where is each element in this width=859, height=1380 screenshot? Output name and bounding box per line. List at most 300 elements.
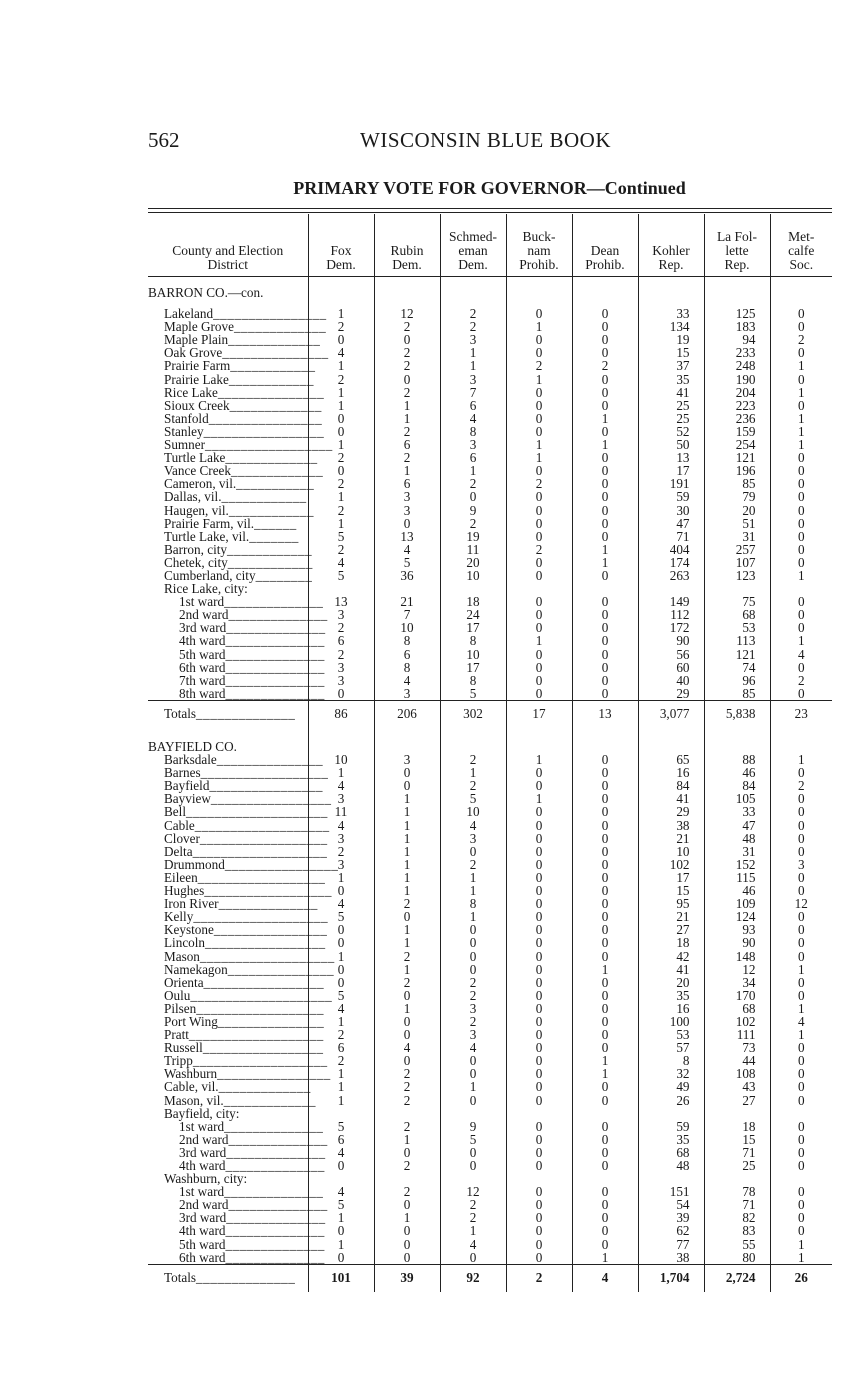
column-header xyxy=(440,214,506,277)
vote-cell: 0 xyxy=(770,543,832,556)
vote-cell: 0 xyxy=(572,1002,638,1015)
vote-cell: 0 xyxy=(374,1238,440,1251)
vote-cell: 1 xyxy=(506,438,572,451)
vote-cell xyxy=(440,1107,506,1120)
vote-cell: 0 xyxy=(572,819,638,832)
vote-cell: 233 xyxy=(704,346,770,359)
vote-cell: 2 xyxy=(506,359,572,372)
vote-cell: 1 xyxy=(770,1002,832,1015)
leader-dots: _______________ xyxy=(217,1013,325,1029)
leader-dots: _____________ xyxy=(223,1092,316,1108)
vote-cell: 0 xyxy=(440,963,506,976)
vote-cell: 0 xyxy=(506,517,572,530)
vote-cell: 0 xyxy=(506,608,572,621)
vote-cell: 1 xyxy=(308,307,374,320)
vote-cell: 35 xyxy=(638,373,704,386)
vote-cell: 109 xyxy=(704,897,770,910)
vote-cell: 0 xyxy=(770,805,832,818)
vote-cell: 0 xyxy=(770,1094,832,1107)
vote-cell: 12 xyxy=(704,963,770,976)
vote-cell: 0 xyxy=(506,1211,572,1224)
vote-cell: 20 xyxy=(704,504,770,517)
vote-cell: 68 xyxy=(704,608,770,621)
district-label: Pilsen xyxy=(164,1000,197,1016)
vote-cell: 0 xyxy=(770,766,832,779)
vote-cell xyxy=(704,582,770,595)
vote-cell: 0 xyxy=(506,687,572,701)
leader-dots: ________________ xyxy=(209,778,323,794)
vote-cell: 0 xyxy=(572,1185,638,1198)
leader-dots: __________________ xyxy=(199,830,328,846)
vote-cell: 59 xyxy=(638,1120,704,1133)
vote-cell: 36 xyxy=(374,569,440,582)
district-label: Tripp xyxy=(164,1053,193,1069)
vote-cell: 0 xyxy=(770,1146,832,1159)
vote-cell: 10 xyxy=(308,753,374,766)
vote-cell: 0 xyxy=(506,832,572,845)
vote-cell: 33 xyxy=(638,307,704,320)
table-row xyxy=(148,1094,832,1107)
district-label: Pratt xyxy=(164,1027,189,1043)
vote-cell: 190 xyxy=(704,373,770,386)
totals-label-cell xyxy=(148,1264,308,1292)
table-row xyxy=(148,569,832,582)
column-header-line: Prohib. xyxy=(519,257,559,272)
vote-cell: 84 xyxy=(704,779,770,792)
vote-cell: 3 xyxy=(440,1002,506,1015)
leader-dots: ______________ xyxy=(225,646,325,662)
vote-cell: 0 xyxy=(506,386,572,399)
vote-cell: 4 xyxy=(374,1041,440,1054)
leader-dots: ____________________ xyxy=(185,804,328,820)
district-label: Maple Grove xyxy=(164,319,234,335)
vote-cell: 6 xyxy=(440,451,506,464)
vote-cell: 0 xyxy=(374,910,440,923)
vote-cell: 48 xyxy=(704,832,770,845)
vote-cell: 6 xyxy=(374,477,440,490)
district-label: 5th ward xyxy=(179,646,226,662)
vote-cell: 0 xyxy=(770,923,832,936)
running-head: WISCONSIN BLUE BOOK xyxy=(360,128,611,152)
leader-dots: _____________ xyxy=(231,463,324,479)
vote-cell: 0 xyxy=(572,845,638,858)
vote-cell: 0 xyxy=(770,1185,832,1198)
vote-cell: 0 xyxy=(770,884,832,897)
vote-cell: 102 xyxy=(704,1015,770,1028)
totals-label: Totals xyxy=(164,1269,197,1285)
vote-cell: 0 xyxy=(506,1067,572,1080)
vote-cell: 124 xyxy=(704,910,770,923)
leader-dots: ______________ xyxy=(226,620,326,636)
leader-dots: _____________ xyxy=(225,450,318,466)
vote-cell: 4 xyxy=(308,556,374,569)
vote-cell: 4 xyxy=(440,412,506,425)
county-heading-label: BAYFIELD CO. xyxy=(148,739,237,754)
vote-cell: 0 xyxy=(374,1015,440,1028)
vote-cell: 0 xyxy=(770,792,832,805)
vote-cell: 5 xyxy=(374,556,440,569)
vote-cell: 1 xyxy=(374,884,440,897)
vote-cell: 2 xyxy=(506,477,572,490)
vote-cell: 1 xyxy=(770,438,832,451)
vote-cell: 1 xyxy=(572,438,638,451)
vote-cell: 25 xyxy=(638,412,704,425)
empty-cell xyxy=(704,277,770,308)
vote-cell: 3 xyxy=(308,674,374,687)
total-cell: 302 xyxy=(440,700,506,728)
vote-cell xyxy=(374,1107,440,1120)
vote-cell: 0 xyxy=(770,910,832,923)
vote-cell: 1 xyxy=(374,792,440,805)
vote-cell: 46 xyxy=(704,884,770,897)
vote-cell: 0 xyxy=(572,753,638,766)
vote-cell: 1 xyxy=(374,832,440,845)
district-label: Barnes xyxy=(164,765,201,781)
vote-cell: 6 xyxy=(308,634,374,647)
district-label: Drummond xyxy=(164,856,225,872)
vote-cell: 25 xyxy=(704,1159,770,1172)
vote-cell: 0 xyxy=(770,373,832,386)
column-header xyxy=(374,214,440,277)
vote-cell: 0 xyxy=(506,504,572,517)
district-label: 3rd ward xyxy=(179,620,227,636)
vote-cell: 16 xyxy=(638,766,704,779)
vote-cell: 0 xyxy=(374,517,440,530)
vote-cell: 0 xyxy=(506,399,572,412)
leader-dots: ______________ xyxy=(196,1269,296,1285)
vote-cell: 0 xyxy=(572,884,638,897)
vote-cell: 1 xyxy=(308,438,374,451)
vote-cell: 1 xyxy=(374,923,440,936)
district-label: 2nd ward xyxy=(179,1131,229,1147)
vote-cell: 0 xyxy=(770,936,832,949)
vote-cell: 8 xyxy=(374,634,440,647)
vote-cell: 107 xyxy=(704,556,770,569)
district-label: Orienta xyxy=(164,974,204,990)
vote-cell: 1 xyxy=(572,1067,638,1080)
vote-cell: 5 xyxy=(308,1120,374,1133)
total-cell: 92 xyxy=(440,1264,506,1292)
vote-cell: 13 xyxy=(308,595,374,608)
district-label: Clover xyxy=(164,830,200,846)
vote-cell: 149 xyxy=(638,595,704,608)
vote-cell: 0 xyxy=(770,1067,832,1080)
district-label: 2nd ward xyxy=(179,607,229,623)
vote-cell: 0 xyxy=(308,464,374,477)
leader-dots: ______________ xyxy=(225,672,325,688)
vote-cell: 4 xyxy=(308,346,374,359)
vote-cell: 0 xyxy=(572,1080,638,1093)
vote-cell: 1 xyxy=(374,1133,440,1146)
leader-dots: _______________ xyxy=(216,752,324,768)
leader-dots: ___________________ xyxy=(192,1053,328,1069)
empty-cell xyxy=(506,277,572,308)
table-row xyxy=(148,1159,832,1172)
vote-cell: 0 xyxy=(572,832,638,845)
vote-cell: 0 xyxy=(770,832,832,845)
vote-cell: 254 xyxy=(704,438,770,451)
leader-dots: __________________ xyxy=(205,437,333,453)
vote-cell: 0 xyxy=(572,464,638,477)
vote-cell: 8 xyxy=(440,425,506,438)
vote-cell: 0 xyxy=(572,1238,638,1251)
vote-cell: 20 xyxy=(638,976,704,989)
vote-cell: 2 xyxy=(440,517,506,530)
vote-cell: 0 xyxy=(770,320,832,333)
total-cell: 101 xyxy=(308,1264,374,1292)
vote-cell: 0 xyxy=(506,530,572,543)
leader-dots: __________________ xyxy=(204,883,332,899)
vote-cell: 60 xyxy=(638,661,704,674)
district-label: Lincoln xyxy=(164,935,206,951)
vote-cell: 0 xyxy=(572,989,638,1002)
column-header-line: calfe xyxy=(788,243,815,258)
district-label: Prairie Lake xyxy=(164,371,229,387)
vote-cell: 9 xyxy=(440,1120,506,1133)
vote-cell: 204 xyxy=(704,386,770,399)
vote-cell: 3 xyxy=(308,608,374,621)
vote-cell: 0 xyxy=(506,464,572,477)
vote-cell: 2 xyxy=(440,1198,506,1211)
vote-cell: 1 xyxy=(770,753,832,766)
vote-cell: 1 xyxy=(374,399,440,412)
vote-cell: 121 xyxy=(704,648,770,661)
vote-cell: 0 xyxy=(308,1224,374,1237)
vote-cell: 8 xyxy=(374,661,440,674)
district-label: Mason xyxy=(164,948,200,964)
vote-cell: 73 xyxy=(704,1041,770,1054)
vote-cell: 0 xyxy=(572,871,638,884)
empty-cell xyxy=(572,277,638,308)
vote-cell: 0 xyxy=(440,936,506,949)
leader-dots: _______ xyxy=(249,528,299,544)
column-header-line: Rubin xyxy=(390,243,424,258)
vote-cell: 0 xyxy=(770,1120,832,1133)
district-label: Sioux Creek xyxy=(164,397,230,413)
vote-cell: 1 xyxy=(440,359,506,372)
vote-cell: 46 xyxy=(704,766,770,779)
empty-cell xyxy=(440,277,506,308)
vote-cell: 37 xyxy=(638,359,704,372)
vote-cell: 42 xyxy=(638,950,704,963)
column-header xyxy=(638,214,704,277)
empty-cell xyxy=(374,277,440,308)
vote-cell: 2 xyxy=(308,477,374,490)
vote-cell: 4 xyxy=(308,1146,374,1159)
vote-cell: 20 xyxy=(440,556,506,569)
vote-cell: 1 xyxy=(374,819,440,832)
vote-cell: 0 xyxy=(572,1211,638,1224)
district-label: Dallas, vil. xyxy=(164,489,222,505)
vote-cell: 0 xyxy=(770,517,832,530)
vote-cell: 21 xyxy=(638,910,704,923)
vote-cell: 3 xyxy=(374,687,440,701)
vote-cell: 0 xyxy=(572,1041,638,1054)
vote-cell: 0 xyxy=(572,674,638,687)
vote-cell: 0 xyxy=(506,766,572,779)
district-label: Washburn xyxy=(164,1066,218,1082)
vote-cell: 0 xyxy=(572,621,638,634)
vote-cell: 33 xyxy=(704,805,770,818)
vote-cell: 0 xyxy=(770,976,832,989)
vote-cell: 10 xyxy=(440,569,506,582)
vote-cell: 9 xyxy=(440,504,506,517)
vote-cell: 4 xyxy=(308,779,374,792)
vote-cell: 108 xyxy=(704,1067,770,1080)
district-label: 1st ward xyxy=(179,1118,225,1134)
vote-cell: 25 xyxy=(638,399,704,412)
vote-cell: 94 xyxy=(704,333,770,346)
vote-cell: 7 xyxy=(374,608,440,621)
column-header-line: District xyxy=(207,257,248,272)
table-title: PRIMARY VOTE FOR GOVERNOR—Continued xyxy=(293,178,686,198)
vote-cell: 2 xyxy=(440,307,506,320)
vote-cell: 248 xyxy=(704,359,770,372)
vote-cell: 0 xyxy=(572,1015,638,1028)
vote-cell: 183 xyxy=(704,320,770,333)
vote-cell: 1 xyxy=(572,963,638,976)
vote-cell: 0 xyxy=(506,1224,572,1237)
district-label: Port Wing xyxy=(164,1013,218,1029)
vote-cell: 0 xyxy=(572,897,638,910)
vote-cell: 65 xyxy=(638,753,704,766)
vote-cell: 4 xyxy=(374,674,440,687)
vote-cell: 112 xyxy=(638,608,704,621)
leader-dots: _________________ xyxy=(210,791,332,807)
column-header-line: nam xyxy=(527,243,551,258)
top-double-rule-1 xyxy=(148,208,832,209)
vote-cell: 0 xyxy=(572,333,638,346)
vote-cell: 0 xyxy=(572,386,638,399)
vote-cell: 0 xyxy=(374,1028,440,1041)
district-label: Bayfield, city: xyxy=(164,1105,240,1121)
vote-cell: 1 xyxy=(770,1028,832,1041)
vote-cell: 1 xyxy=(374,871,440,884)
vote-cell: 1 xyxy=(374,412,440,425)
vote-cell: 105 xyxy=(704,792,770,805)
vote-cell: 1 xyxy=(374,464,440,477)
vote-cell: 1 xyxy=(440,910,506,923)
vote-cell: 1 xyxy=(308,490,374,503)
vote-cell: 113 xyxy=(704,634,770,647)
vote-cell: 38 xyxy=(638,1251,704,1265)
vote-cell: 0 xyxy=(506,1120,572,1133)
vote-cell: 0 xyxy=(506,819,572,832)
vote-cell: 1 xyxy=(440,1080,506,1093)
vote-cell xyxy=(704,1107,770,1120)
vote-cell: 0 xyxy=(506,490,572,503)
vote-cell: 0 xyxy=(506,1198,572,1211)
vote-cell: 0 xyxy=(308,1159,374,1172)
vote-cell: 0 xyxy=(572,976,638,989)
vote-cell: 48 xyxy=(638,1159,704,1172)
empty-cell xyxy=(374,728,440,753)
column-header xyxy=(770,214,832,277)
vote-cell: 404 xyxy=(638,543,704,556)
leader-dots: ______________ xyxy=(225,685,325,701)
vote-cell: 83 xyxy=(704,1224,770,1237)
vote-cell: 0 xyxy=(572,1133,638,1146)
district-label: Stanfold xyxy=(164,410,209,426)
district-label: 2nd ward xyxy=(179,1197,229,1213)
vote-cell: 71 xyxy=(704,1198,770,1211)
vote-cell: 0 xyxy=(374,1251,440,1265)
vote-cell: 1 xyxy=(506,451,572,464)
district-label: Cable, vil. xyxy=(164,1079,219,1095)
vote-cell: 0 xyxy=(506,556,572,569)
county-heading xyxy=(148,728,308,753)
vote-cell: 1 xyxy=(770,1251,832,1265)
district-label: Lakeland xyxy=(164,306,214,322)
vote-cell: 3 xyxy=(770,858,832,871)
vote-cell: 151 xyxy=(638,1185,704,1198)
vote-cell: 0 xyxy=(770,989,832,1002)
district-label: Oulu xyxy=(164,987,191,1003)
vote-cell xyxy=(704,1172,770,1185)
vote-cell: 82 xyxy=(704,1211,770,1224)
district-label: Barron, city xyxy=(164,541,227,557)
leader-dots: ___________________ xyxy=(188,1027,324,1043)
vote-cell: 1 xyxy=(506,634,572,647)
vote-cell: 85 xyxy=(704,477,770,490)
district-label: Chetek, city xyxy=(164,554,228,570)
vote-cell: 31 xyxy=(704,845,770,858)
vote-cell: 0 xyxy=(572,477,638,490)
vote-cell: 0 xyxy=(440,845,506,858)
vote-cell: 38 xyxy=(638,819,704,832)
vote-cell: 0 xyxy=(374,1224,440,1237)
totals-label-cell xyxy=(148,700,308,728)
vote-cell: 1 xyxy=(308,517,374,530)
county-heading-label: BARRON CO.—con. xyxy=(148,284,264,300)
total-cell: 17 xyxy=(506,700,572,728)
column-header xyxy=(572,214,638,277)
district-label: Maple Plain xyxy=(164,332,229,348)
vote-cell: 2 xyxy=(770,779,832,792)
totals-row xyxy=(148,1264,832,1292)
vote-cell: 0 xyxy=(572,1146,638,1159)
leader-dots: _______________ xyxy=(227,961,335,977)
vote-cell: 1 xyxy=(572,556,638,569)
leader-dots: ___________________ xyxy=(199,948,335,964)
vote-cell: 2 xyxy=(770,674,832,687)
vote-cell: 0 xyxy=(572,608,638,621)
column-header-line: Kohler xyxy=(652,243,690,258)
vote-cell: 1 xyxy=(572,1251,638,1265)
vote-cell: 0 xyxy=(440,1159,506,1172)
vote-cell: 21 xyxy=(374,595,440,608)
vote-cell: 1 xyxy=(308,1094,374,1107)
vote-cell: 0 xyxy=(572,490,638,503)
vote-cell: 0 xyxy=(572,1198,638,1211)
leader-dots: _______________ xyxy=(217,384,325,400)
vote-cell: 152 xyxy=(704,858,770,871)
vote-cell: 0 xyxy=(506,595,572,608)
vote-cell: 1 xyxy=(308,359,374,372)
vote-cell: 17 xyxy=(440,661,506,674)
vote-cell: 0 xyxy=(440,1067,506,1080)
vote-cell: 0 xyxy=(770,477,832,490)
leader-dots: _____________ xyxy=(218,1079,311,1095)
vote-cell: 0 xyxy=(572,595,638,608)
vote-cell: 4 xyxy=(440,819,506,832)
vote-cell: 1 xyxy=(770,359,832,372)
vote-cell: 0 xyxy=(506,1041,572,1054)
vote-cell: 84 xyxy=(638,779,704,792)
vote-cell: 3 xyxy=(440,1028,506,1041)
vote-cell: 0 xyxy=(506,1159,572,1172)
total-cell: 23 xyxy=(770,700,832,728)
